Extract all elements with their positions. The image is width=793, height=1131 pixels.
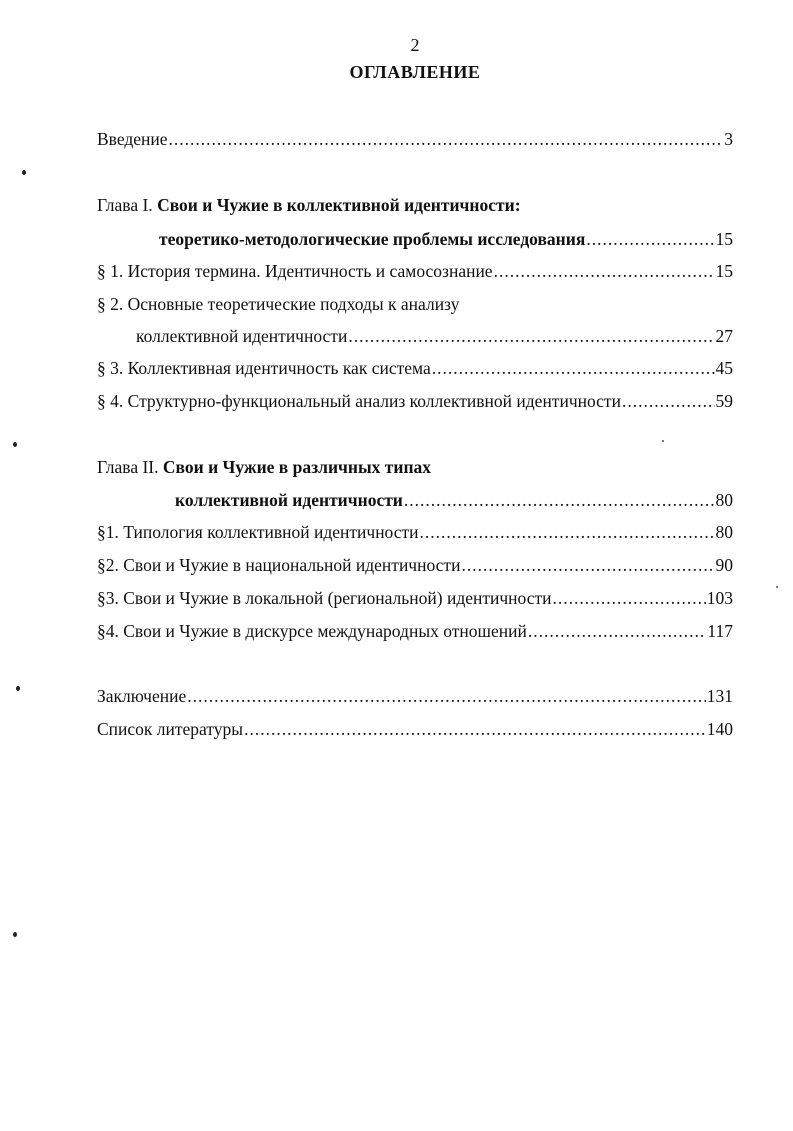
chapter-1-heading[interactable] [97, 194, 521, 216]
toc-entry-page: 80 [715, 522, 733, 542]
chapter-2-title-continuation[interactable] [175, 489, 733, 511]
dot-leader [244, 718, 706, 740]
toc-entry-page: 80 [715, 490, 733, 510]
toc-entry-label: § 4. Структурно-функциональный анализ коллективной идентичности [97, 391, 621, 411]
chapter-2-heading[interactable] [97, 456, 431, 478]
toc-entry-page: 15 [715, 229, 733, 249]
toc-entry-page: 103 [706, 588, 733, 608]
toc-entry-ch1-sec3[interactable] [97, 357, 733, 379]
toc-entry-conclusion[interactable] [97, 685, 733, 707]
toc-entry-ch1-sec4[interactable] [97, 390, 733, 412]
toc-entry-ch2-sec2[interactable] [97, 554, 733, 576]
dot-leader [622, 390, 715, 412]
scan-speck [22, 170, 26, 175]
chapter-2-title-line2: коллективной идентичности [175, 490, 403, 510]
toc-entry-ch1-sec2-line1[interactable] [97, 293, 459, 315]
toc-entry-page: 117 [707, 621, 733, 641]
toc-entry-label: Заключение [97, 686, 187, 706]
dot-leader [420, 521, 715, 543]
chapter-1-title-continuation[interactable] [159, 228, 733, 250]
dot-leader [187, 685, 706, 707]
toc-entry-page: 90 [715, 555, 733, 575]
toc-entry-page: 3 [724, 129, 733, 149]
dot-leader [553, 587, 706, 609]
toc-entry-ch2-sec4[interactable] [97, 620, 733, 642]
toc-entry-ch2-sec1[interactable] [97, 521, 733, 543]
scan-speck [662, 440, 664, 442]
toc-entry-label: § 1. История термина. Идентичность и самосознание [97, 261, 493, 281]
toc-entry-label: § 3. Коллективная идентичность как система [97, 358, 431, 378]
chapter-1-title-line1: Свои и Чужие в коллективной идентичности: [157, 195, 521, 215]
toc-entry-label: §1. Типология коллективной идентичности [97, 522, 419, 542]
toc-entry-ch1-sec1[interactable] [97, 260, 733, 282]
toc-entry-page: 131 [706, 686, 733, 706]
chapter-1-prefix: Глава I. [97, 195, 153, 215]
toc-entry-page: 140 [706, 719, 733, 739]
dot-leader [461, 554, 714, 576]
toc-entry-ch1-sec2[interactable] [136, 325, 733, 347]
dot-leader [169, 128, 724, 150]
dot-leader [348, 325, 714, 347]
dot-leader [432, 357, 715, 379]
toc-entry-ch2-sec3[interactable] [97, 587, 733, 609]
toc-entry-introduction[interactable] [97, 128, 733, 150]
toc-entry-label: Введение [97, 129, 168, 149]
dot-leader [528, 620, 707, 642]
toc-entry-label: Список литературы [97, 719, 244, 739]
toc-entry-page: 15 [715, 261, 733, 281]
page-title: ОГЛАВЛЕНИЕ [349, 62, 481, 82]
scan-speck [13, 442, 17, 447]
toc-entry-bibliography[interactable] [97, 718, 733, 740]
scan-speck [776, 586, 778, 588]
chapter-2-title-line1: Свои и Чужие в различных типах [162, 457, 432, 477]
toc-entry-label: §4. Свои и Чужие в дискурсе международных отношений [97, 621, 527, 641]
scan-speck [16, 686, 20, 691]
dot-leader [494, 260, 715, 282]
page-number: 2 [410, 35, 420, 55]
toc-entry-label: §3. Свои и Чужие в локальной (региональной) идентичности [97, 588, 552, 608]
toc-entry-label: коллективной идентичности [136, 326, 348, 346]
toc-entry-page: 27 [715, 326, 733, 346]
dot-leader [586, 228, 714, 250]
toc-entry-label: § 2. Основные теоретические подходы к анализу [97, 294, 460, 314]
chapter-1-title-line2: теоретико-методологические проблемы исследования [159, 229, 586, 249]
toc-entry-label: §2. Свои и Чужие в национальной идентичности [97, 555, 461, 575]
scan-speck [13, 932, 17, 937]
dot-leader [404, 489, 715, 511]
toc-entry-page: 45 [715, 358, 733, 378]
chapter-2-prefix: Глава II. [97, 457, 159, 477]
toc-entry-page: 59 [715, 391, 733, 411]
